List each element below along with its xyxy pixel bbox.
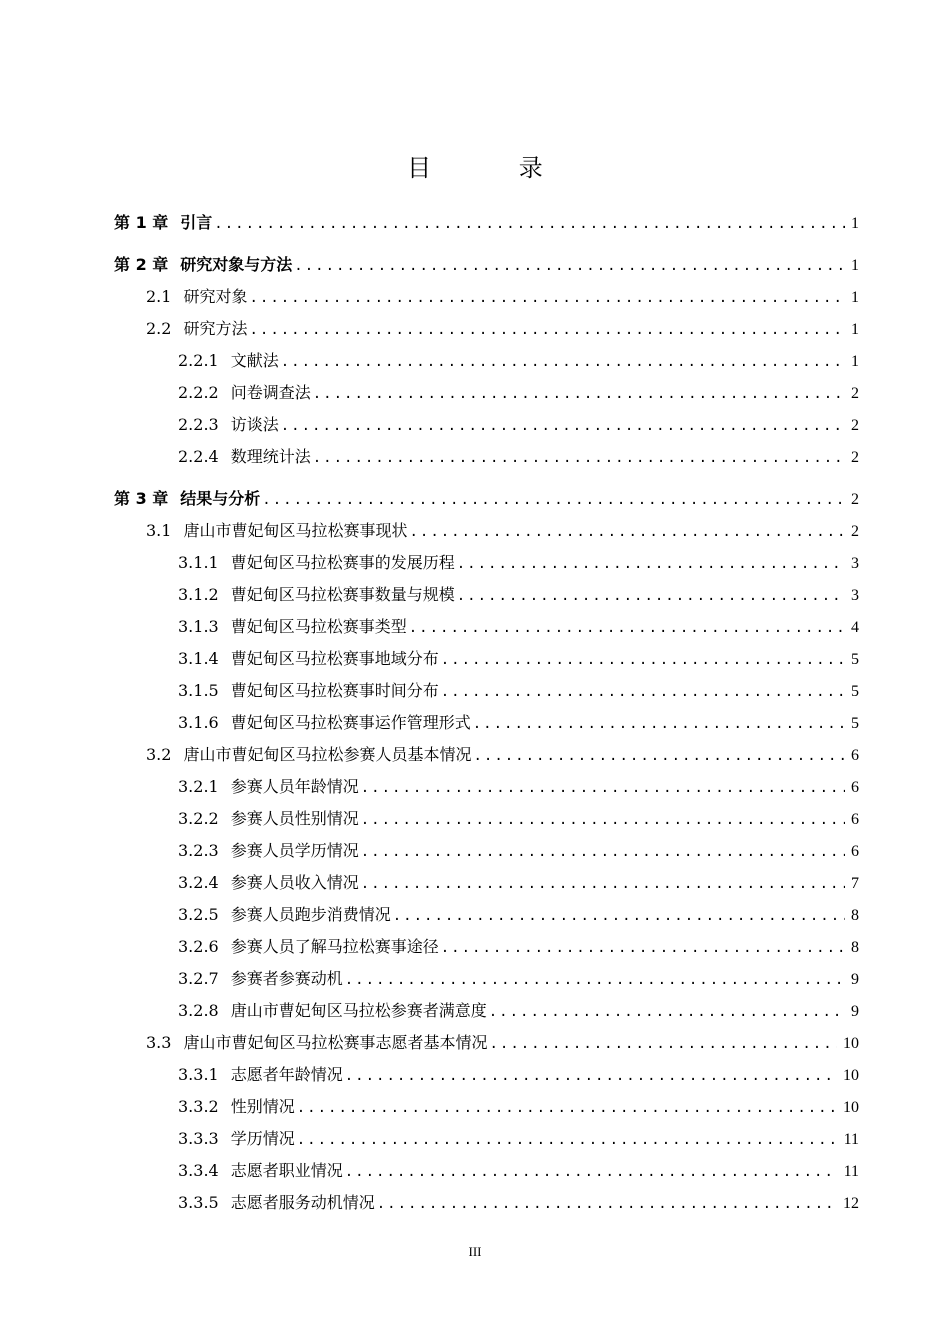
toc-entry-title: 曹妃甸区马拉松赛事类型 xyxy=(230,617,407,636)
dot-leader xyxy=(409,615,845,641)
dot-leader xyxy=(361,775,845,801)
dot-leader xyxy=(262,487,845,513)
toc-entry-title: 性别情况 xyxy=(230,1097,295,1116)
dot-leader xyxy=(313,445,845,471)
toc-entry[interactable] xyxy=(178,710,859,736)
dot-leader xyxy=(345,1063,837,1089)
toc-entry[interactable] xyxy=(146,518,859,544)
dot-leader xyxy=(377,1191,837,1217)
toc-entry-page-number: 1 xyxy=(851,321,859,338)
toc-entry[interactable] xyxy=(114,210,859,236)
dot-leader xyxy=(345,1159,838,1185)
toc-entry-page-number: 5 xyxy=(851,683,859,700)
toc-entry[interactable] xyxy=(178,774,859,800)
toc-entry-title: 结果与分析 xyxy=(180,489,261,508)
toc-entry-title: 志愿者年龄情况 xyxy=(230,1065,343,1084)
toc-entry-title: 曹妃甸区马拉松赛事地域分布 xyxy=(230,649,439,668)
toc-entry-number: 3.2.8 xyxy=(178,1001,219,1020)
toc-entry-page-number: 2 xyxy=(851,449,859,466)
toc-entry[interactable] xyxy=(178,412,859,438)
dot-leader xyxy=(457,583,845,609)
toc-entry-page-number: 1 xyxy=(851,257,859,274)
toc-entry[interactable] xyxy=(178,838,859,864)
dot-leader xyxy=(457,551,845,577)
dot-leader xyxy=(281,413,845,439)
toc-entry-number: 3.2.1 xyxy=(178,777,219,796)
toc-entry[interactable] xyxy=(178,966,859,992)
toc-entry-title: 研究对象与方法 xyxy=(180,255,293,274)
toc-entry-page-number: 2 xyxy=(851,491,859,508)
toc-entry-number: 3.1.3 xyxy=(178,617,219,636)
toc-entry-page-number: 1 xyxy=(851,215,859,232)
toc-entry[interactable] xyxy=(178,1126,859,1152)
toc-entry-number: 3.3 xyxy=(146,1033,172,1052)
toc-entry-page-number: 9 xyxy=(851,1003,859,1020)
toc-entry-page-number: 2 xyxy=(851,523,859,540)
toc-entry-number: 2.2.2 xyxy=(178,383,219,402)
toc-entry-number: 3.3.5 xyxy=(178,1193,219,1212)
toc-entry-number: 3.3.2 xyxy=(178,1097,219,1116)
toc-entry-page-number: 6 xyxy=(851,779,859,796)
toc-entry[interactable] xyxy=(178,678,859,704)
toc-entry[interactable] xyxy=(178,902,859,928)
toc-entry-title: 曹妃甸区马拉松赛事时间分布 xyxy=(230,681,439,700)
toc-entry-number: 3.1.2 xyxy=(178,585,219,604)
toc-entry-page-number: 3 xyxy=(851,587,859,604)
toc-entry[interactable] xyxy=(178,582,859,608)
toc-entry[interactable] xyxy=(178,806,859,832)
toc-entry-title: 文献法 xyxy=(230,351,279,370)
dot-leader xyxy=(214,211,845,237)
toc-entry[interactable] xyxy=(114,252,859,278)
toc-entry[interactable] xyxy=(178,348,859,374)
dot-leader xyxy=(281,349,845,375)
toc-entry-title: 唐山市曹妃甸区马拉松参赛者满意度 xyxy=(230,1001,487,1020)
toc-entry[interactable] xyxy=(178,444,859,470)
dot-leader xyxy=(294,253,845,279)
toc-entry-title: 志愿者服务动机情况 xyxy=(230,1193,375,1212)
toc-entry-title: 研究对象 xyxy=(183,287,248,306)
toc-entry-title: 参赛人员跑步消费情况 xyxy=(230,905,391,924)
toc-entry-number: 第 2 章 xyxy=(114,255,169,274)
toc-entry-number: 3.1.1 xyxy=(178,553,219,572)
toc-entry[interactable] xyxy=(146,284,859,310)
toc-entry[interactable] xyxy=(178,934,859,960)
toc-entry[interactable] xyxy=(146,316,859,342)
toc-entry-title: 曹妃甸区马拉松赛事运作管理形式 xyxy=(230,713,471,732)
toc-entry-title: 参赛者参赛动机 xyxy=(230,969,343,988)
page-title: 目 录 xyxy=(407,154,583,182)
toc-entry-title: 志愿者职业情况 xyxy=(230,1161,343,1180)
dot-leader xyxy=(249,285,845,311)
toc-entry-page-number: 6 xyxy=(851,747,859,764)
toc-entry-page-number: 6 xyxy=(851,811,859,828)
toc-entry-number: 3.1 xyxy=(146,521,172,540)
toc-entry-number: 3.3.1 xyxy=(178,1065,219,1084)
toc-entry[interactable] xyxy=(178,870,859,896)
toc-entry-number: 3.3.3 xyxy=(178,1129,219,1148)
toc-entry-title: 引言 xyxy=(180,213,213,232)
dot-leader xyxy=(361,839,845,865)
toc-entry-title: 唐山市曹妃甸区马拉松参赛人员基本情况 xyxy=(183,745,472,764)
toc-entry-number: 3.2.2 xyxy=(178,809,219,828)
toc-entry[interactable] xyxy=(146,1030,859,1056)
toc-entry-page-number: 2 xyxy=(851,417,859,434)
toc-entry-page-number: 10 xyxy=(843,1099,859,1116)
dot-leader xyxy=(473,743,845,769)
toc-entry-page-number: 11 xyxy=(843,1163,859,1180)
toc-entry[interactable] xyxy=(178,646,859,672)
dot-leader xyxy=(297,1127,838,1153)
toc-entry-number: 2.1 xyxy=(146,287,172,306)
dot-leader xyxy=(441,679,845,705)
toc-entry[interactable] xyxy=(178,1094,859,1120)
toc-entry-number: 2.2.3 xyxy=(178,415,219,434)
toc-entry-number: 3.1.5 xyxy=(178,681,219,700)
toc-entry-page-number: 1 xyxy=(851,289,859,306)
dot-leader xyxy=(473,711,845,737)
dot-leader xyxy=(441,647,845,673)
toc-entry-title: 曹妃甸区马拉松赛事的发展历程 xyxy=(230,553,455,572)
toc-entry-page-number: 12 xyxy=(843,1195,859,1212)
dot-leader xyxy=(441,935,845,961)
dot-leader xyxy=(409,519,845,545)
dot-leader xyxy=(297,1095,837,1121)
toc-entry[interactable] xyxy=(178,550,859,576)
toc-entry[interactable] xyxy=(178,380,859,406)
toc-entry-title: 参赛人员性别情况 xyxy=(230,809,359,828)
toc-entry-number: 3.2 xyxy=(146,745,172,764)
toc-entry-title: 问卷调查法 xyxy=(230,383,311,402)
toc-entry-number: 2.2.1 xyxy=(178,351,219,370)
toc-entry-number: 3.3.4 xyxy=(178,1161,219,1180)
page-footer-number: III xyxy=(468,1244,482,1259)
dot-leader xyxy=(313,381,845,407)
toc-entry-number: 3.1.6 xyxy=(178,713,219,732)
toc-entry[interactable] xyxy=(146,742,859,768)
toc-entry-title: 研究方法 xyxy=(183,319,248,338)
toc-entry-number: 第 1 章 xyxy=(114,213,169,232)
toc-entry-page-number: 10 xyxy=(843,1067,859,1084)
toc-entry-page-number: 8 xyxy=(851,939,859,956)
toc-entry-title: 数理统计法 xyxy=(230,447,311,466)
dot-leader xyxy=(361,807,845,833)
toc-entry-title: 唐山市曹妃甸区马拉松赛事志愿者基本情况 xyxy=(183,1033,488,1052)
toc-entry-title: 参赛人员学历情况 xyxy=(230,841,359,860)
toc-entry-number: 2.2 xyxy=(146,319,172,338)
toc-entry-number: 3.2.6 xyxy=(178,937,219,956)
dot-leader xyxy=(249,317,845,343)
toc-entry-page-number: 9 xyxy=(851,971,859,988)
toc-entry-page-number: 4 xyxy=(851,619,859,636)
toc-entry-number: 3.2.7 xyxy=(178,969,219,988)
dot-leader xyxy=(393,903,845,929)
toc-entry-title: 唐山市曹妃甸区马拉松赛事现状 xyxy=(183,521,408,540)
toc-entry-page-number: 11 xyxy=(843,1131,859,1148)
dot-leader xyxy=(361,871,845,897)
toc-entry-number: 2.2.4 xyxy=(178,447,219,466)
toc-entry-title: 学历情况 xyxy=(230,1129,295,1148)
toc-entry-title: 参赛人员年龄情况 xyxy=(230,777,359,796)
dot-leader xyxy=(489,999,845,1025)
toc-entry-number: 第 3 章 xyxy=(114,489,169,508)
toc-entry-page-number: 8 xyxy=(851,907,859,924)
toc-entry-page-number: 5 xyxy=(851,715,859,732)
toc-entry-number: 3.2.5 xyxy=(178,905,219,924)
toc-entry-page-number: 2 xyxy=(851,385,859,402)
toc-entry-title: 参赛人员收入情况 xyxy=(230,873,359,892)
toc-entry-number: 3.1.4 xyxy=(178,649,219,668)
toc-entry-page-number: 7 xyxy=(851,875,859,892)
toc-entry-number: 3.2.4 xyxy=(178,873,219,892)
toc-entry[interactable] xyxy=(178,1062,859,1088)
toc-entry[interactable] xyxy=(178,1158,859,1184)
toc-entry-page-number: 3 xyxy=(851,555,859,572)
dot-leader xyxy=(489,1031,837,1057)
toc-entry-page-number: 6 xyxy=(851,843,859,860)
toc-entry-title: 参赛人员了解马拉松赛事途径 xyxy=(230,937,439,956)
toc-entry-title: 访谈法 xyxy=(230,415,279,434)
toc-entry-title: 曹妃甸区马拉松赛事数量与规模 xyxy=(230,585,455,604)
toc-entry-number: 3.2.3 xyxy=(178,841,219,860)
toc-entry[interactable] xyxy=(178,998,859,1024)
toc-entry-page-number: 5 xyxy=(851,651,859,668)
toc-entry-page-number: 1 xyxy=(851,353,859,370)
toc-entry-page-number: 10 xyxy=(843,1035,859,1052)
toc-entry[interactable] xyxy=(178,614,859,640)
dot-leader xyxy=(345,967,845,993)
toc-entry[interactable] xyxy=(178,1190,859,1216)
toc-entry[interactable] xyxy=(114,486,859,512)
